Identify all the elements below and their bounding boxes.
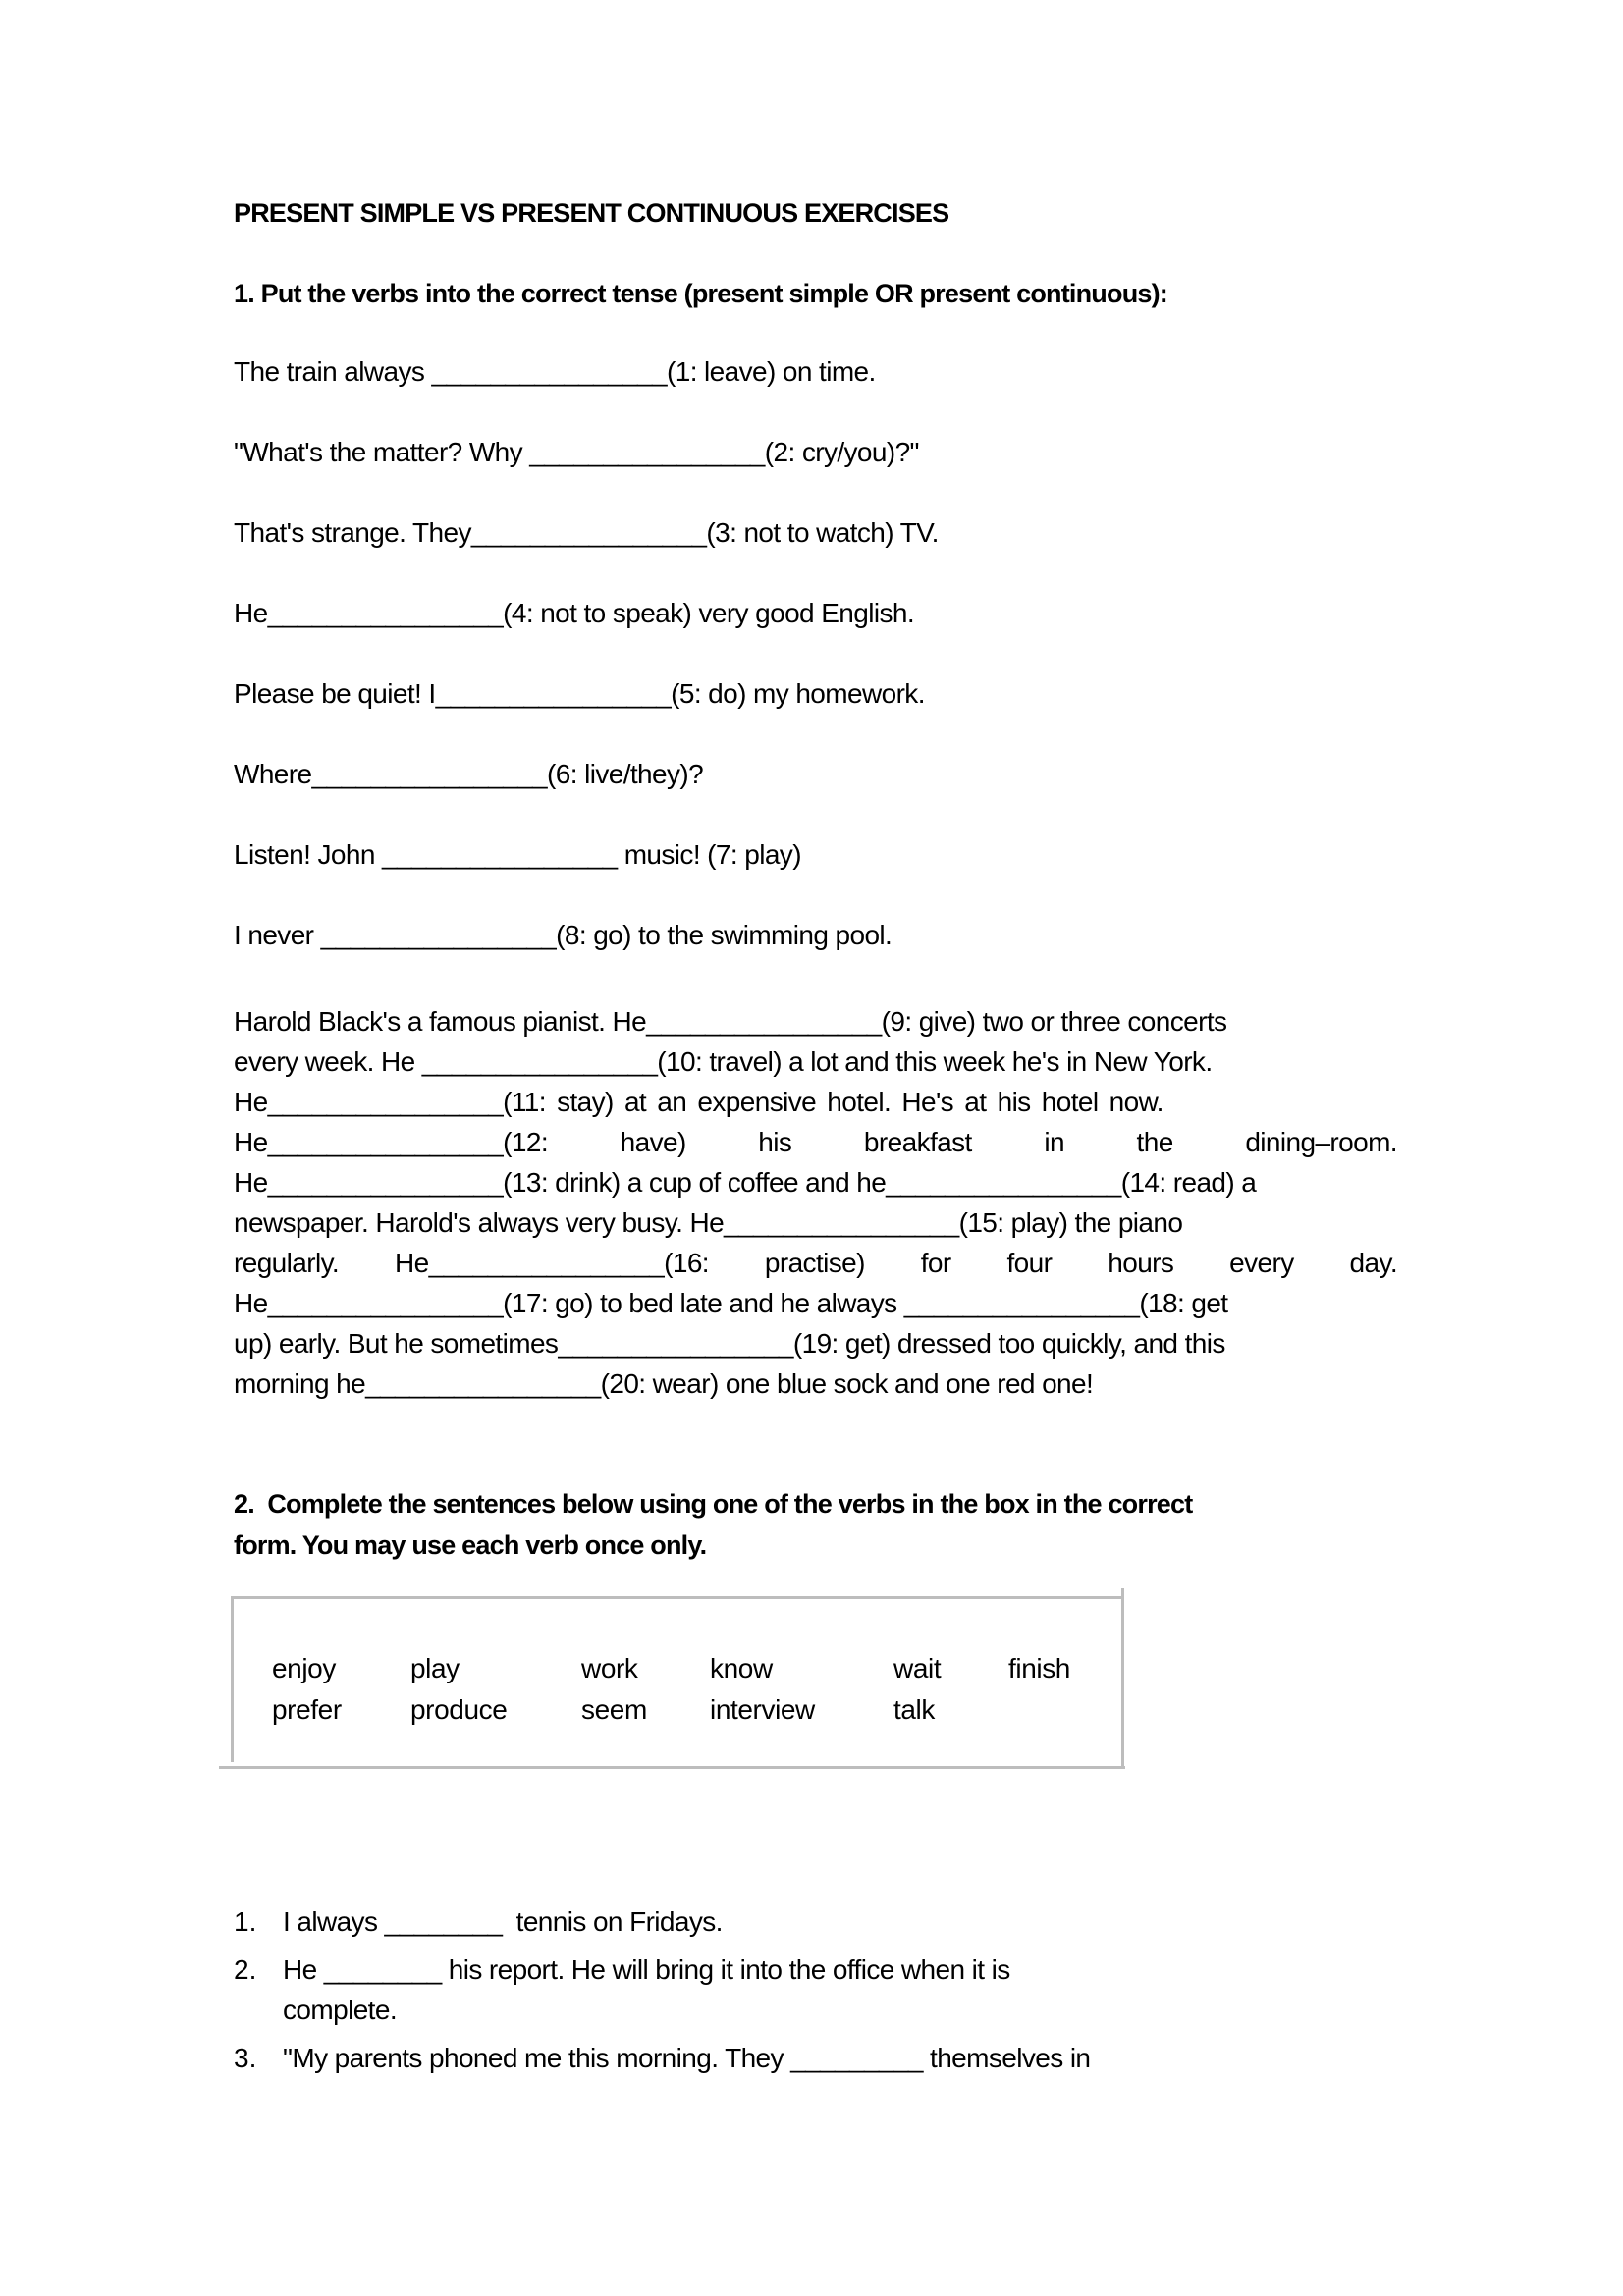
verb-enjoy: enjoy (272, 1653, 336, 1683)
page-title: PRESENT SIMPLE VS PRESENT CONTINUOUS EXERCISES (234, 198, 949, 228)
list-item-number: 2. (234, 1954, 257, 1985)
harold-black-paragraph (234, 1001, 1397, 1404)
exercise-sentence: The train always ________________(1: leave) on time. (234, 356, 876, 387)
paragraph-line: every week. He ________________(10: travel) a lot and this week he's in New York. (234, 1046, 1213, 1077)
verb-work: work (581, 1653, 638, 1683)
paragraph-line: Harold Black's a famous pianist. He________________(9: give) two or three concerts (234, 1006, 1227, 1037)
exercise-sentence: Please be quiet! I________________(5: do) my homework. (234, 678, 925, 709)
paragraph-line: He________________(11: stay) at an expensive hotel. He's at his hotel now. (234, 1087, 1163, 1117)
list-item-text: "My parents phoned me this morning. They _________ themselves in (283, 2043, 1091, 2073)
verb-interview: interview (710, 1694, 815, 1725)
verb-prefer: prefer (272, 1694, 342, 1725)
exercise-sentence: Where________________(6: live/they)? (234, 759, 704, 789)
paragraph-line: regularly. He________________(16: practise) for four hours every day. (234, 1248, 1397, 1278)
verb-box-border-top (231, 1596, 1121, 1599)
verb-talk: talk (893, 1694, 935, 1725)
exercise-sentence: "What's the matter? Why ________________(2: cry/you)?" (234, 437, 919, 467)
exercise-sentence: That's strange. They________________(3: not to watch) TV. (234, 517, 939, 548)
verb-seem: seem (581, 1694, 647, 1725)
verb-box-border-bottom (219, 1766, 1125, 1769)
exercise-sentence: He________________(4: not to speak) very good English. (234, 598, 915, 628)
verb-wait: wait (893, 1653, 942, 1683)
paragraph-line: morning he________________(20: wear) one blue sock and one red one! (234, 1368, 1094, 1399)
list-item-number: 1. (234, 1906, 257, 1937)
paragraph-line: He________________(13: drink) a cup of coffee and he________________(14: read) a (234, 1167, 1257, 1198)
verb-know: know (710, 1653, 773, 1683)
verb-play: play (410, 1653, 460, 1683)
paragraph-line: newspaper. Harold's always very busy. He________________(15: play) the piano (234, 1207, 1183, 1238)
verb-box-border-left (231, 1597, 234, 1762)
verb-finish: finish (1008, 1653, 1070, 1683)
exercise-sentence: Listen! John ________________ music! (7: play) (234, 839, 801, 870)
section-1-heading: 1. Put the verbs into the correct tense (present simple OR present continuous): (234, 279, 1167, 308)
list-item-text-continued: complete. (283, 1995, 397, 2025)
paragraph-line: He________________(12: have) his breakfast in the dining–room. (234, 1127, 1397, 1157)
list-item-text: I always ________ tennis on Fridays. (283, 1906, 723, 1937)
verb-box-border-right (1121, 1588, 1124, 1769)
list-item-text: He ________ his report. He will bring it into the office when it is (283, 1954, 1010, 1985)
exercise-sentence: I never ________________(8: go) to the swimming pool. (234, 920, 893, 950)
verb-produce: produce (410, 1694, 508, 1725)
section-2-heading-line-1: 2. Complete the sentences below using one of the verbs in the box in the correct (234, 1489, 1193, 1519)
paragraph-line: He________________(17: go) to bed late and he always ________________(18: get (234, 1288, 1228, 1318)
list-item-number: 3. (234, 2043, 257, 2073)
section-2-heading-line-2: form. You may use each verb once only. (234, 1530, 707, 1560)
section-2-heading (234, 1483, 1412, 1566)
paragraph-line: up) early. But he sometimes________________(19: get) dressed too quickly, and this (234, 1328, 1225, 1359)
